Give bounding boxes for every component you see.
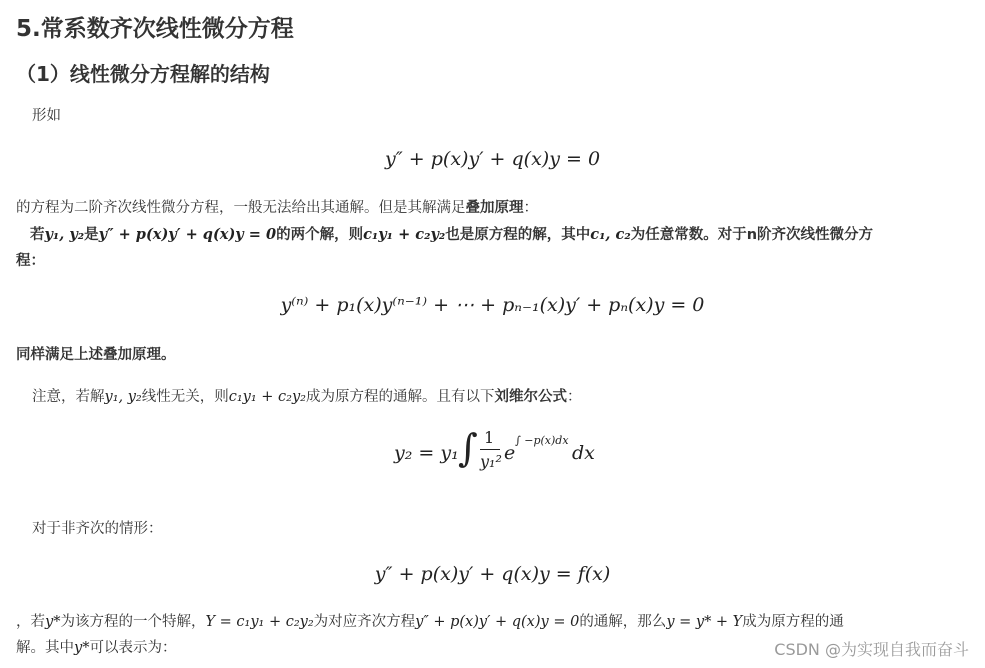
fraction-bar — [480, 449, 500, 450]
paragraph-nonhomogeneous: 对于非齐次的情形： — [32, 521, 163, 537]
math-y1-y2: y₁, y₂ — [44, 226, 85, 243]
section-title: 5.常系数齐次线性微分方程 — [16, 16, 294, 42]
csdn-watermark: CSDN @为实现自我而奋斗 — [774, 640, 969, 659]
superposition-term: 叠加原理 — [465, 200, 524, 216]
subsection-title: （1）线性微分方程解的结构 — [16, 62, 270, 86]
liouville-formula-term: 刘维尔公式 — [494, 389, 567, 405]
math-linear-combination: c₁y₁ + c₂y₂ — [363, 226, 446, 243]
paragraph-superposition-statement: 若y₁, y₂是y″ + p(x)y′ + q(x)y = 0的两个解，则c₁y₁ + c₂y₂也是原方程的解，其中c₁, c₂为任意常数。对于n阶齐次线性微分方 — [30, 226, 874, 243]
paragraph-liouville: 注意，若解y₁, y₂线性无关，则c₁y₁ + c₂y₂成为原方程的通解。且有以下刘维尔公式： — [32, 389, 582, 405]
paragraph-intro — [32, 104, 61, 128]
paragraph-particular-solution: 解。其中y*可以表示为： — [16, 640, 177, 656]
math-constants: c₁, c₂ — [590, 226, 631, 243]
paragraph-superposition-statement-end: 程： — [16, 253, 45, 269]
equation-nonhomogeneous: y″ + p(x)y′ + q(x)y = f(x) — [374, 563, 611, 585]
paragraph-general-solution: ，若y*为该方程的一个特解，Y = c₁y₁ + c₂y₂为对应齐次方程y″ + p(x)y′ + q(x)y = 0的通解，那么y = y* + Y成为原方程的通 — [16, 614, 844, 630]
article-page: 5.常系数齐次线性微分方程 （1）线性微分方程解的结构 形如 y″ + p(x)y′ + q(x)y = 0 的方程为二阶齐次线性微分方程，一般无法给出其通解。但是其解满足叠加原理： 若y₁, y₂是y″ + p(x)y′ + q(x)y = 0的两个解，则c₁y₁ + c₂y₂也是原方程的解，其中c₁, c₂为任意常数。对于n阶齐次线性微分方 程： y⁽ⁿ⁾ + p₁(x)y⁽ⁿ⁻¹⁾ + ⋯ + pₙ₋₁(x)y′ + pₙ(x)y = 0 同样满足上述叠加原理。 注意，若解y₁, y₂线性无关，则c₁y₁ + c₂y₂成为原方程的通解。且有以下刘维尔公式： y₂ = y₁ ∫ 1 y₁² e ∫ −p(x)dx dx 对于非齐次的情形： y″ + p(x)y′ + q(x)y = f(x) ，若y*为该方程的一个特解，Y = c₁y₁ + c₂y₂为对应齐次方程y″ + p(x)y′ + q(x)y = 0的通解，那么y = y* + Y成为原方程的通 解。其中y*可以表示为： CSDN @为实现自我而奋斗 — [0, 0, 985, 668]
math-homogeneous-eq: y″ + p(x)y′ + q(x)y = 0 — [98, 226, 277, 243]
paragraph-superposition: 的方程为二阶齐次线性微分方程，一般无法给出其通解。但是其解满足叠加原理： — [16, 200, 538, 216]
intro-text: 形如 — [32, 108, 61, 124]
equation-nth-order-homogeneous: y⁽ⁿ⁾ + p₁(x)y⁽ⁿ⁻¹⁾ + ⋯ + pₙ₋₁(x)y′ + pₙ(x)y = 0 — [280, 294, 705, 316]
equation-second-order-homogeneous: y″ + p(x)y′ + q(x)y = 0 — [384, 148, 601, 170]
paragraph-superposition-note: 同样满足上述叠加原理。 — [16, 347, 176, 363]
